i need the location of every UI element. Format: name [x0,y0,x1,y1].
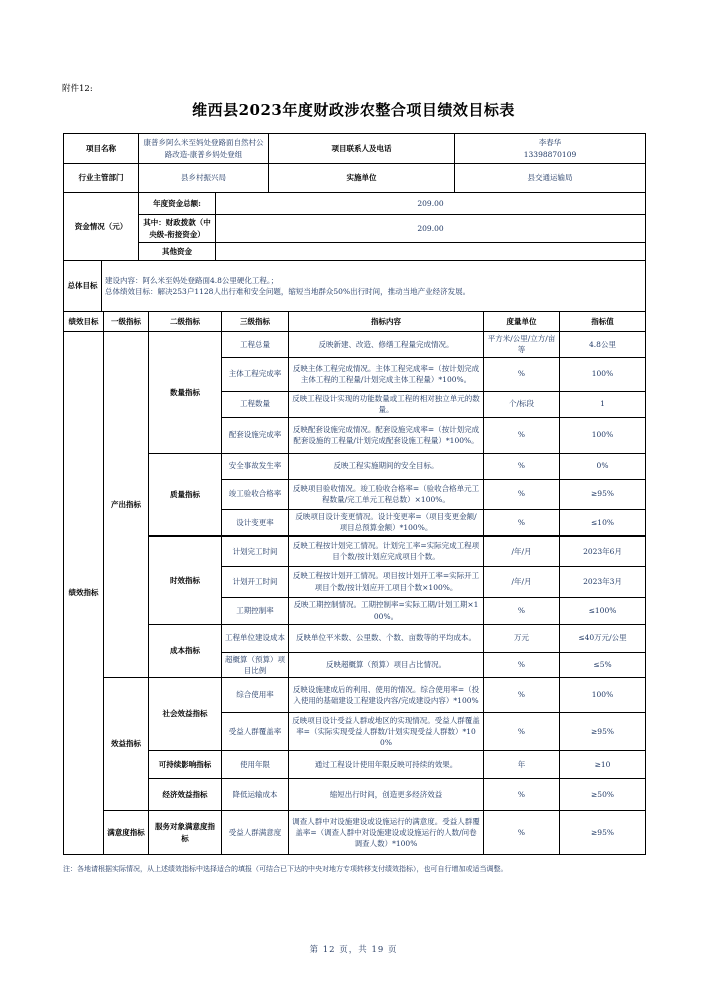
content-cell: 反映单位平米数、公里数、个数、亩数等的平均成本。 [289,624,484,652]
unit-cell: % [484,509,560,536]
level2-group-quantity: 数量指标 [149,332,222,454]
value-cell: 2023年3月 [560,566,646,597]
page-footer: 第 12 页，共 19 页 [309,945,398,955]
level1-group-satisfaction: 满意度指标 [104,811,149,855]
content-cell: 反映超概算（预算）项目占比情况。 [289,652,484,678]
indicator-row [64,811,646,855]
value-cell: 100% [560,678,646,713]
unit-cell: % [484,811,560,855]
level3-cell: 受益人群覆盖率 [222,713,289,751]
dept-label: 行业主管部门 [64,164,139,193]
content-cell: 反映项目设计受益人群或地区的实现情况。受益人群覆盖率=（实际实现受益人群数/计划实现受益人群数）*100% [289,713,484,751]
value-cell: ≤10% [560,509,646,536]
impl-label: 实施单位 [269,164,455,193]
note-text: 注：各地请根据实际情况，从上述绩效指标中选择适合的填报（可结合已下达的中央对地方专项转移支付绩效指标），也可自行增加或适当调整。 [63,865,508,873]
funding-row-value: 209.00 [216,215,646,243]
level1-group-output: 产出指标 [104,332,149,678]
indicator-row [64,678,646,713]
level3-cell: 计划完工时间 [222,536,289,566]
funding-row-label: 年度资金总额: [139,193,216,215]
level3-cell: 降低运输成本 [222,779,289,811]
indicator-row [64,751,646,779]
contact-value [455,134,646,164]
value-cell: 100% [560,357,646,391]
unit-cell: % [484,652,560,678]
level2-group-social: 社会效益指标 [149,678,222,751]
unit-cell: % [484,597,560,624]
value-cell: 4.8公里 [560,332,646,358]
overall-goal-line1: 建设内容：阿么米至妈处登路面4.8公里硬化工程。； [105,275,279,285]
unit-cell: % [484,479,560,509]
attachment-label: 附件12: [62,84,93,94]
overall-goal-table [63,260,646,312]
level3-cell: 工程总量 [222,332,289,358]
content-cell: 反映设施建成后的利用、使用的情况。综合使用率=（投入使用的基础建设工程建设内容/完成建设内容）*100% [289,678,484,713]
level3-cell: 工程数量 [222,391,289,417]
unit-cell: % [484,779,560,811]
overall-goal-line2: 总体绩效目标：解决253户1128人出行难和安全问题，缩短当地群众50%出行时间，推动当地产业经济发展。 [105,287,471,296]
project-name-label: 项目名称 [64,134,139,164]
level3-cell: 超概算（预算）项目比例 [222,652,289,678]
funding-row-label: 其中：财政拨款（中央级-衔接资金） [139,215,216,243]
document-body [63,133,645,875]
level3-cell: 使用年限 [222,751,289,779]
level3-cell: 主体工程完成率 [222,357,289,391]
level3-cell: 安全事故发生率 [222,453,289,479]
indicator-row [64,332,646,358]
unit-cell: 万元 [484,624,560,652]
header-value: 指标值 [560,312,646,332]
funding-row-label: 其他资金 [139,243,216,261]
content-cell: 反映主体工程完成情况。主体工程完成率=（按计划完成主体工程的工程量/计划完成主体工程量）*100%。 [289,357,484,391]
unit-cell: /年/月 [484,566,560,597]
unit-cell: 平方米/公里/立方/亩等 [484,332,560,358]
value-cell: ≥95% [560,479,646,509]
table-row [64,243,646,261]
table-row [64,193,646,215]
value-cell: ≥95% [560,713,646,751]
content-cell: 反映项目验收情况。竣工验收合格率=（验收合格单元工程数量/完工单元工程总数）×100%。 [289,479,484,509]
value-cell: ≥95% [560,811,646,855]
indicator-row [64,536,646,566]
content-cell: 反映工期控制情况。工期控制率=实际工期/计划工期×100%。 [289,597,484,624]
level2-group-economic: 经济效益指标 [149,779,222,811]
level2-group-sustainability: 可持续影响指标 [149,751,222,779]
value-cell: 0% [560,453,646,479]
perf-indicator-cell: 绩效指标 [64,332,104,855]
value-cell: ≤40万元/公里 [560,624,646,652]
level3-cell: 计划开工时间 [222,566,289,597]
table-row [64,261,646,312]
header-content: 指标内容 [289,312,484,332]
contact-label: 项目联系人及电话 [269,134,455,164]
content-cell: 反映配套设施完成情况。配套设施完成率=（按计划完成配套设施的工程量/计划完成配套设施工程量）*100%。 [289,417,484,453]
level2-group-cost: 成本指标 [149,624,222,678]
unit-cell: % [484,357,560,391]
unit-cell: % [484,453,560,479]
header-unit: 度量单位 [484,312,560,332]
indicators-header-row [64,312,646,332]
unit-cell: % [484,678,560,713]
value-cell: 100% [560,417,646,453]
project-name-value: 康普乡阿么米至妈处登路面自然村公路改造-康普乡妈处登组 [139,134,269,164]
impl-value: 县交通运输局 [455,164,646,193]
indicator-row [64,624,646,652]
level3-cell: 受益人群满意度 [222,811,289,855]
table-row [64,215,646,243]
dept-value: 县乡村振兴局 [139,164,269,193]
content-cell: 反映工程按计划开工情况。项目按计划开工率=实际开工项目个数/按计划应开工项目个数×100%。 [289,566,484,597]
funding-label: 资金情况（元） [64,193,139,261]
content-cell: 反映工程按计划完工情况。计划完工率=实际完成工程项目个数/按计划应完成项目个数。 [289,536,484,566]
value-cell: 1 [560,391,646,417]
value-cell: 2023年6月 [560,536,646,566]
content-cell: 调查人群中对设施建设或设施运行的满意度。受益人群覆盖率=（调查人群中对设施建设或设施运行的人数/问卷调查人数）*100% [289,811,484,855]
indicator-row [64,453,646,479]
level2-group-service-satisfaction: 服务对象满意度指标 [149,811,222,855]
value-cell: ≥50% [560,779,646,811]
project-info-table [63,133,646,193]
content-cell: 缩短出行时间，创造更多经济效益 [289,779,484,811]
unit-cell: % [484,417,560,453]
level2-group-timeliness: 时效指标 [149,536,222,624]
content-cell: 反映工程实施期间的安全目标。 [289,453,484,479]
contact-phone: 13398870109 [523,149,577,159]
level3-cell: 竣工验收合格率 [222,479,289,509]
header-level2: 二级指标 [149,312,222,332]
funding-table [63,192,646,261]
table-row [64,164,646,193]
content-cell: 反映新建、改造、修缮工程量完成情况。 [289,332,484,358]
level3-cell: 配套设施完成率 [222,417,289,453]
level3-cell: 工程单位建设成本 [222,624,289,652]
level1-group-benefit: 效益指标 [104,678,149,811]
value-cell: ≤100% [560,597,646,624]
content-cell: 反映工程设计实现的功能数量或工程的相对独立单元的数量。 [289,391,484,417]
header-level1: 一级指标 [104,312,149,332]
funding-row-value [216,243,646,261]
content-cell: 反映项目设计变更情况。设计变更率=（项目变更金额/项目总预算金额）*100%。 [289,509,484,536]
overall-goal-content [102,261,646,312]
level3-cell: 工期控制率 [222,597,289,624]
unit-cell: 个/标段 [484,391,560,417]
level3-cell: 设计变更率 [222,509,289,536]
value-cell: ≥10 [560,751,646,779]
unit-cell: /年/月 [484,536,560,566]
funding-row-value: 209.00 [216,193,646,215]
unit-cell: 年 [484,751,560,779]
unit-cell: % [484,713,560,751]
header-level3: 三级指标 [222,312,289,332]
level3-cell: 综合使用率 [222,678,289,713]
content-cell: 通过工程设计使用年限反映可持续的效果。 [289,751,484,779]
level2-group-quality: 质量指标 [149,453,222,536]
overall-goal-label: 总体目标 [64,261,102,312]
header-perf-goal: 绩效目标 [64,312,104,332]
value-cell: ≤5% [560,652,646,678]
contact-name: 李春华 [538,138,562,148]
indicator-row [64,779,646,811]
table-row [64,134,646,164]
indicators-table [63,311,646,855]
page-title: 维西县2023年度财政涉农整合项目绩效目标表 [192,101,515,119]
